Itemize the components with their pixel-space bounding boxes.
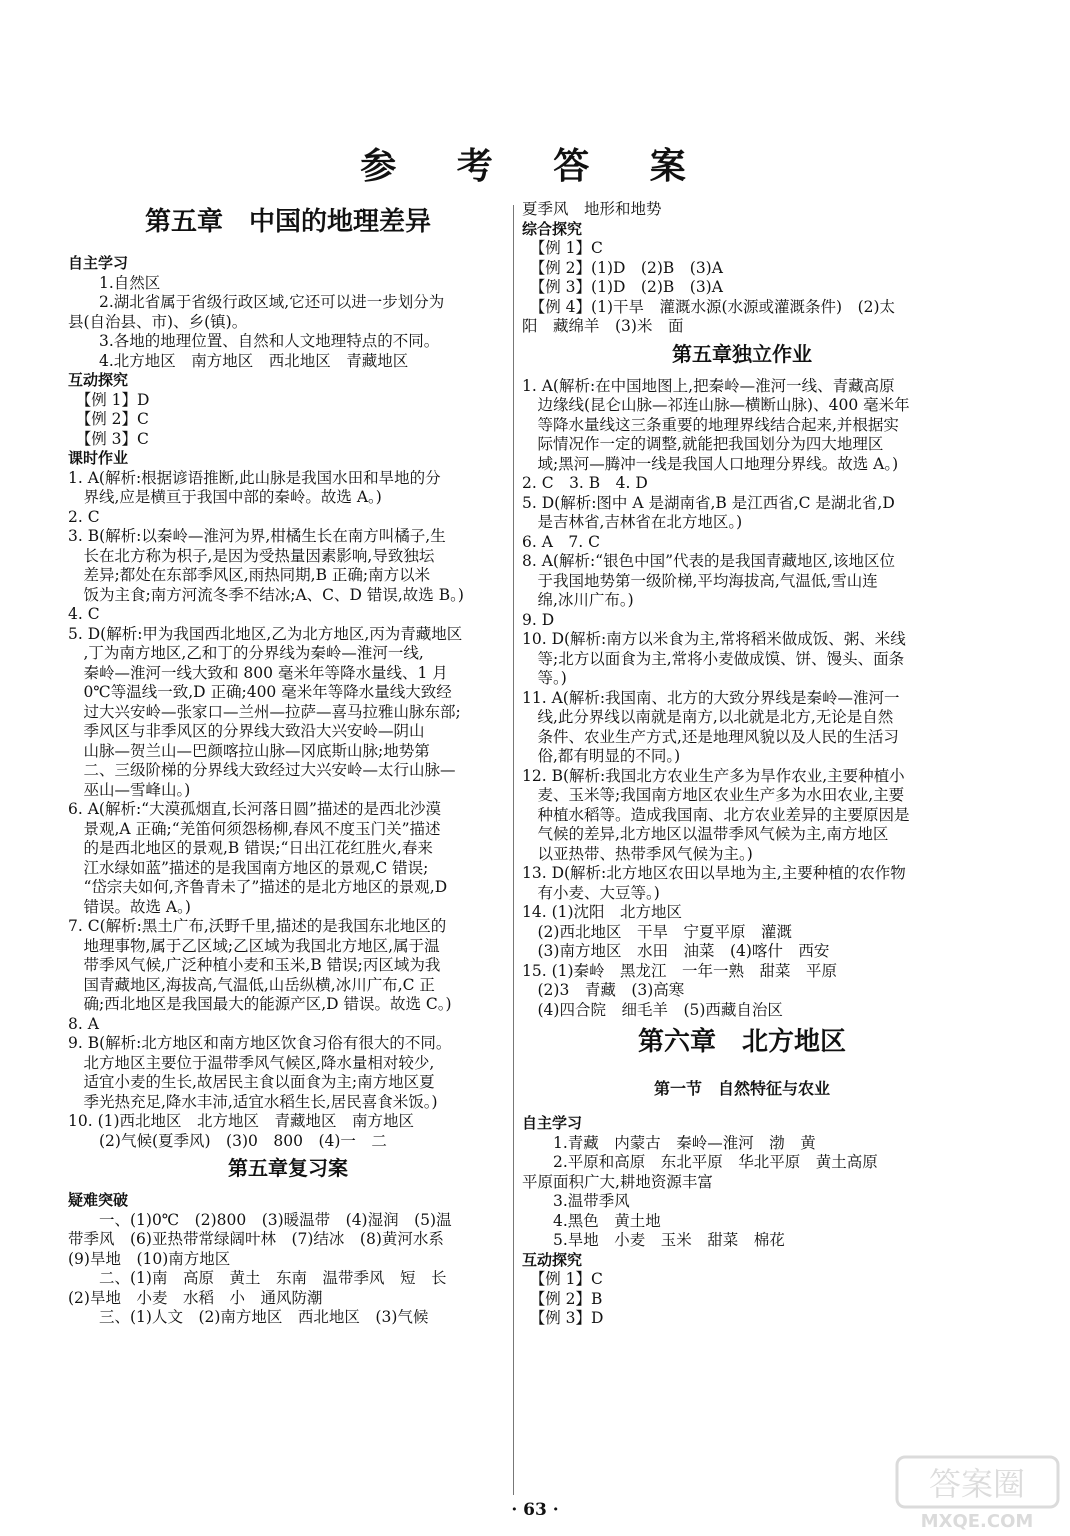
- answer-line: 8. A: [68, 1014, 99, 1033]
- answer-line: 【例 3】D: [522, 1309, 604, 1327]
- answer-line: 【例 2】C: [68, 410, 149, 428]
- column-divider: [513, 205, 514, 1495]
- answer-line: 5.旱地 小麦 玉米 甜菜 棉花: [522, 1231, 785, 1249]
- answer-line: (2)旱地 小麦 水稻 小 通风防潮: [68, 1288, 323, 1307]
- answer-line: 10. (1)西北地区 北方地区 青藏地区 南方地区: [68, 1112, 415, 1130]
- answer-line: 有小麦、大豆等。): [522, 883, 660, 902]
- section-title: 第一节 自然特征与农业: [653, 1079, 830, 1098]
- answer-line: 11. A(解析:我国南、北方的大致分界线是秦岭—淮河一: [522, 688, 900, 707]
- watermark-url: MXQE.COM: [920, 1511, 1034, 1532]
- answer-line: 夏季风 地形和地势: [522, 200, 662, 218]
- answer-line: 13. D(解析:北方地区农田以旱地为主,主要种植的农作物: [522, 864, 906, 882]
- answer-line: (2)3 青藏 (3)高寒: [522, 981, 685, 999]
- answer-line: 等。): [522, 669, 567, 687]
- answer-line: 一、(1)0℃ (2)800 (3)暖温带 (4)湿润 (5)温: [68, 1210, 452, 1229]
- answer-line: 【例 1】C: [522, 1270, 603, 1288]
- answer-line: (2)西北地区 干旱 宁夏平原 灌溉: [522, 922, 792, 941]
- answer-line: 4. C: [68, 605, 100, 623]
- answer-line: 三、(1)人文 (2)南方地区 西北地区 (3)气候: [68, 1308, 429, 1326]
- answer-line: 2. C 3. B 4. D: [522, 474, 648, 492]
- answer-line: 【例 2】(1)D (2)B (3)A: [522, 258, 723, 277]
- answer-line: 二、(1)南 高原 黄土 东南 温带季风 短 长: [68, 1269, 447, 1287]
- section-heading: 综合探究: [522, 219, 583, 238]
- answer-line: 二、三级阶梯的分界线大致经过大兴安岭—太行山脉—: [68, 761, 456, 779]
- answer-line: 确;西北地区是我国最大的能源产区,D 错误。故选 C。): [68, 995, 452, 1013]
- answer-line: 边缘线(昆仑山脉—祁连山脉—横断山脉)、400 毫米年: [522, 396, 910, 414]
- answer-line: 7. C(解析:黑土广布,沃野千里,描述的是我国东北地区的: [68, 917, 447, 935]
- subchapter-heading: 第五章独立作业: [672, 341, 812, 366]
- answer-line: 0℃等温线一致,D 正确;400 毫米年等降水量线大致经: [68, 683, 452, 701]
- answer-line: 季风区与非季风区的分界线大致沿大兴安岭—阴山: [68, 722, 425, 740]
- answer-line: 国青藏地区,海拔高,气温低,山岳纵横,冰川广布,C 正: [68, 975, 435, 994]
- answer-line: 2.平原和高原 东北平原 华北平原 黄土高原: [522, 1153, 878, 1171]
- answer-line: 1. A(解析:根据谚语推断,此山脉是我国水田和旱地的分: [68, 468, 441, 487]
- answer-line: 适宜小麦的生长,故居民主食以面食为主;南方地区夏: [68, 1073, 435, 1091]
- answer-line: 条件、农业生产方式,还是地理风貌以及人民的生活习: [522, 727, 899, 746]
- answer-line: 【例 3】(1)D (2)B (3)A: [522, 278, 723, 296]
- answer-line: 等降水量线这三条重要的地理界线结合起来,并根据实: [522, 415, 899, 434]
- section-heading: 自主学习: [68, 254, 129, 272]
- answer-line: 6. A(解析:“大漠孤烟直,长河落日圆”描述的是西北沙漠: [68, 800, 441, 818]
- section-heading: 互动探究: [68, 371, 129, 389]
- answer-line: 【例 3】C: [68, 429, 149, 448]
- answer-line: 3.各地的地理位置、自然和人文地理特点的不同。: [68, 332, 440, 350]
- page-title: 参 考 答 案: [360, 145, 710, 187]
- answer-line: 3. B(解析:以秦岭—淮河为界,柑橘生长在南方叫橘子,生: [68, 527, 446, 545]
- answer-line: 14. (1)沈阳 北方地区: [522, 903, 683, 921]
- watermark-text: 答案圈: [928, 1465, 1026, 1503]
- left-column: [68, 200, 508, 1328]
- answer-line: 【例 2】B: [522, 1289, 603, 1308]
- section-heading: 自主学习: [522, 1114, 583, 1132]
- subchapter-heading: 第五章复习案: [228, 1156, 348, 1180]
- answer-line: 2.湖北省属于省级行政区域,它还可以进一步划分为: [68, 293, 445, 311]
- answer-line: (4)四合院 细毛羊 (5)西藏自治区: [522, 1000, 783, 1019]
- answer-line: 5. D(解析:甲为我国西北地区,乙为北方地区,丙为青藏地区: [68, 624, 463, 643]
- answer-line: (3)南方地区 水田 油菜 (4)喀什 西安: [522, 942, 830, 960]
- answer-line: 巫山—雪峰山。): [68, 780, 191, 799]
- answer-line: 季光热充足,降水丰沛,适宜水稻生长,居民喜食米饭。): [68, 1092, 438, 1111]
- answer-line: 线,此分界线以南就是南方,以北就是北方,无论是自然: [522, 708, 894, 726]
- answer-line: 的是西北地区的景观,B 错误;“日出江花红胜火,春来: [68, 839, 433, 857]
- answer-line: 差异;都处在东部季风区,雨热同期,B 正确;南方以米: [68, 566, 431, 584]
- answer-line: 域;黑河—腾冲一线是我国人口地理分界线。故选 A。): [522, 454, 899, 473]
- answer-line: 错误。故选 A。): [68, 897, 191, 916]
- answer-line: 【例 1】C: [522, 239, 603, 257]
- answer-line: 是吉林省,吉林省在北方地区。): [522, 513, 743, 531]
- answer-line: 4.北方地区 南方地区 西北地区 青藏地区: [68, 351, 409, 370]
- answer-line: 【例 1】D: [68, 390, 150, 409]
- answer-line: 10. D(解析:南方以米食为主,常将稻米做成饭、粥、米线: [522, 630, 906, 648]
- answer-line: 俗,都有明显的不同。): [522, 747, 681, 765]
- answer-line: 4.黑色 黄土地: [522, 1211, 661, 1230]
- answer-line: 以亚热带、热带季风气候为主。): [522, 844, 753, 863]
- answer-line: (2)气候(夏季风) (3)0 800 (4)一 二: [68, 1131, 387, 1150]
- answer-line: “岱宗夫如何,齐鲁青未了”描述的是北方地区的景观,D: [68, 878, 448, 896]
- right-column: [522, 200, 962, 1329]
- answer-line: 县(自治县、市)、乡(镇)。: [68, 312, 248, 331]
- answer-line: 2. C: [68, 507, 100, 526]
- section-heading: 疑难突破: [68, 1191, 129, 1209]
- answer-line: 阳 藏绵羊 (3)米 面: [522, 317, 684, 335]
- answer-line: 1. A(解析:在中国地图上,把秦岭—淮河一线、青藏高原: [522, 376, 895, 395]
- answer-line: (9)旱地 (10)南方地区: [68, 1249, 231, 1268]
- answer-line: 过大兴安岭—张家口—兰州—拉萨—喜马拉雅山脉东部;: [68, 702, 461, 721]
- answer-line: 北方地区主要位于温带季风气候区,降水量相对较少,: [68, 1053, 435, 1072]
- answer-line: 等;北方以面食为主,常将小麦做成馍、饼、馒头、面条: [522, 649, 905, 668]
- answer-line: 种植水稻等。造成我国南、北方农业差异的主要原因是: [522, 805, 910, 824]
- answer-line: 江水绿如蓝”描述的是我国南方地区的景观,C 错误;: [68, 858, 429, 877]
- answer-line: 15. (1)秦岭 黑龙江 一年一熟 甜菜 平原: [522, 961, 838, 980]
- section-heading: 课时作业: [68, 449, 129, 467]
- answer-line: 5. D(解析:图中 A 是湖南省,B 是江西省,C 是湖北省,D: [522, 493, 895, 512]
- answer-line: 长在北方称为枳子,是因为受热量因素影响,导致独坛: [68, 546, 435, 565]
- page-number: · 63 ·: [511, 1500, 559, 1520]
- answer-line: 平原面积广大,耕地资源丰富: [522, 1172, 713, 1191]
- answer-line: 气候的差异,北方地区以温带季风气候为主,南方地区: [522, 825, 889, 843]
- answer-line: 带季风气候,广泛种植小麦和玉米,B 错误;丙区域为我: [68, 956, 441, 974]
- answer-line: 12. B(解析:我国北方农业生产多为旱作农业,主要种植小: [522, 766, 905, 785]
- answer-line: 地理事物,属于乙区域;乙区域为我国北方地区,属于温: [68, 936, 440, 955]
- answer-line: 景观,A 正确;“羌笛何须怨杨柳,春风不度玉门关”描述: [68, 819, 441, 838]
- answer-line: 界线,应是横亘于我国中部的秦岭。故选 A。): [68, 488, 382, 506]
- answer-line: 1.自然区: [68, 273, 161, 292]
- answer-line: 9. D: [522, 610, 555, 629]
- chapter-heading: 第五章 中国的地理差异: [144, 207, 431, 237]
- chapter-heading: 第六章 北方地区: [637, 1027, 846, 1057]
- answer-line: 绵,冰川广布。): [522, 591, 634, 609]
- answer-line: 【例 4】(1)干旱 灌溉水源(水源或灌溉条件) (2)太: [522, 297, 896, 316]
- answer-line: 际情况作一定的调整,就能把我国划分为四大地理区: [522, 435, 884, 453]
- answer-line: 1.青藏 内蒙古 秦岭—淮河 渤 黄: [522, 1133, 816, 1152]
- answer-line: 9. B(解析:北方地区和南方地区饮食习俗有很大的不同。: [68, 1034, 452, 1052]
- answer-line: 带季风 (6)亚热带常绿阔叶林 (7)结冰 (8)黄河水系: [68, 1230, 444, 1248]
- answer-line: 于我国地势第一级阶梯,平均海拔高,气温低,雪山连: [522, 571, 878, 590]
- answer-line: ,丁为南方地区,乙和丁的分界线为秦岭—淮河一线,: [68, 644, 424, 662]
- section-heading: 互动探究: [522, 1250, 583, 1269]
- answer-line: 3.温带季风: [522, 1192, 630, 1210]
- answer-line: 饭为主食;南方河流冬季不结冰;A、C、D 错误,故选 B。): [68, 585, 464, 604]
- watermark-logo: [895, 1455, 1060, 1533]
- answer-line: 6. A 7. C: [522, 532, 600, 551]
- answer-line: 秦岭—淮河一线大致和 800 毫米年等降水量线、1 月: [68, 663, 448, 682]
- answer-line: 麦、玉米等;我国南方地区农业生产多为水田农业,主要: [522, 786, 905, 804]
- answer-line: 8. A(解析:“银色中国”代表的是我国青藏地区,该地区位: [522, 552, 895, 570]
- answer-line: 山脉—贺兰山—巴颜喀拉山脉—冈底斯山脉;地势第: [68, 741, 430, 760]
